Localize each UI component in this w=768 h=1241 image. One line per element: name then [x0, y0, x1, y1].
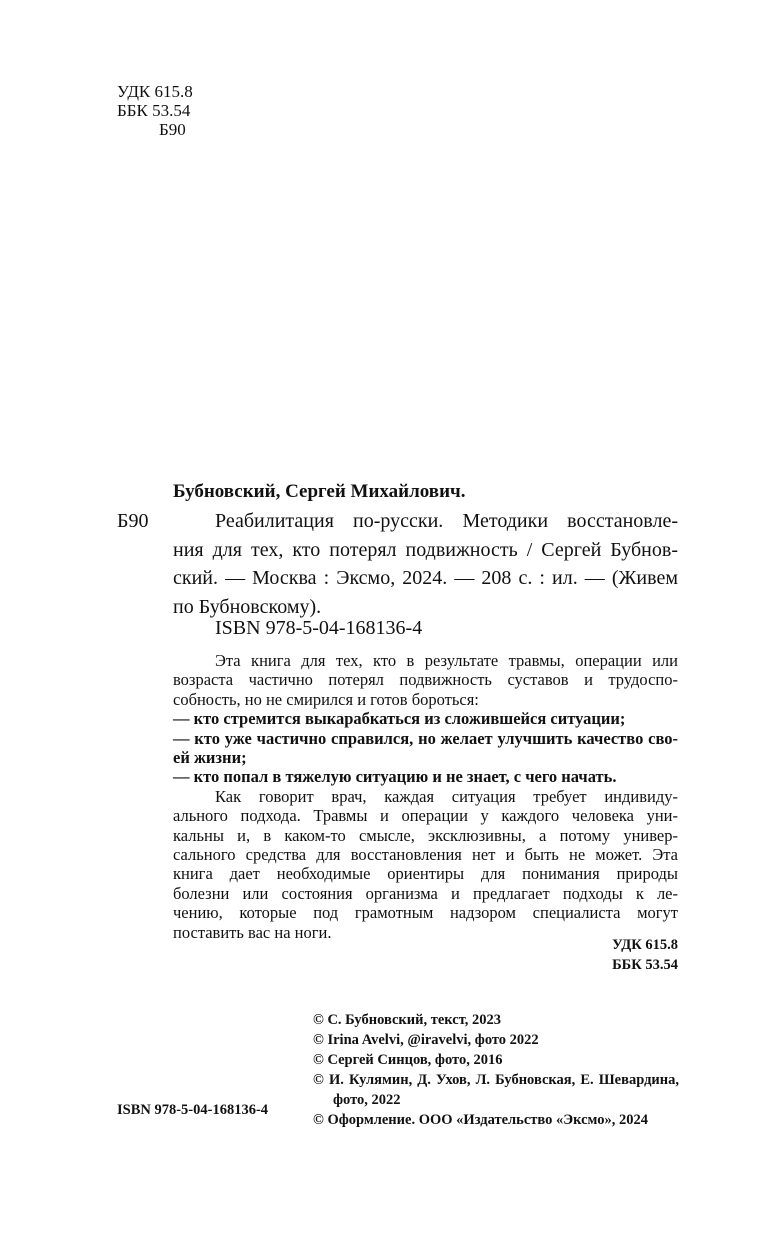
copyright-line: фото, 2022: [333, 1092, 401, 1108]
header-classification: [117, 82, 193, 139]
author-mark: Б90: [159, 120, 186, 139]
annotation-bullet: — кто попал в тяжелую ситуацию и не знает, с чего начать.: [173, 767, 617, 787]
copyright-line: © Сергей Синцов, фото, 2016: [313, 1052, 503, 1068]
annotation-line: Как говорит врач, каждая ситуация требует индивиду-: [215, 786, 678, 806]
bibliography-line: по Бубновскому).: [173, 595, 322, 618]
copyright-line: © И. Кулямин, Д. Ухов, Л. Бубновская, Е. Шевардина,: [313, 1072, 679, 1088]
annotation-line: сального средства для восстановления нет и быть не может. Эта: [173, 845, 678, 865]
udk-code-right: УДК 615.8: [612, 937, 678, 953]
bbk-code-right: ББК 53.54: [612, 957, 678, 973]
udk-code: УДК 615.8: [117, 82, 193, 101]
bibliography-line: Реабилитация по-русски. Методики восстановле-: [215, 510, 678, 532]
annotation-bullet: — кто уже частично справился, но желает улучшить качество сво-: [173, 728, 678, 748]
author-heading: Бубновский, Сергей Михайлович.: [173, 481, 466, 502]
bbk-code: ББК 53.54: [117, 101, 191, 120]
annotation-line: ального подхода. Травмы и операции у каждого человека уни-: [173, 806, 678, 826]
copyright-line: © Irina Avelvi, @iravelvi, фото 2022: [313, 1032, 539, 1048]
isbn-main: ISBN 978-5-04-168136-4: [215, 617, 423, 639]
annotation: [173, 651, 678, 942]
annotation-line: поставить вас на ноги.: [173, 922, 332, 942]
copyright-line: © С. Бубновский, текст, 2023: [313, 1012, 501, 1028]
annotation-bullet: ей жизни;: [173, 748, 247, 768]
annotation-bullet: — кто стремится выкарабкаться из сложившейся ситуации;: [173, 709, 626, 729]
copyright-block: [313, 1010, 679, 1130]
annotation-line: Эта книга для тех, кто в результате травмы, операции или: [215, 651, 678, 670]
bibliography-line: ский. — Москва : Эксмо, 2024. — 208 с. : ил. — (Живем: [173, 567, 678, 589]
annotation-line: кальны и, в каком-то смысле, эксклюзивны, а потому универ-: [173, 825, 678, 845]
bibliography-code: Б90: [117, 510, 149, 532]
annotation-line: болезни или состояния организма и предлагает подходы к ле-: [173, 883, 678, 903]
bibliography-line: ния для тех, кто потерял подвижность / Сергей Бубнов-: [173, 538, 678, 561]
annotation-line: собность, но не смирился и готов бороться:: [173, 689, 479, 709]
annotation-line: возраста частично потерял подвижность суставов и трудоспо-: [173, 670, 678, 690]
annotation-line: чению, которые под грамотным надзором специалиста могут: [173, 903, 678, 923]
isbn-bottom: ISBN 978-5-04-168136-4: [117, 1102, 269, 1118]
classification-codes: [560, 935, 678, 975]
copyright-line: © Оформление. ООО «Издательство «Эксмо», 2024: [313, 1112, 648, 1128]
annotation-line: книга дает необходимые ориентиры для понимания природы: [173, 864, 678, 884]
bibliography-description: [173, 507, 678, 621]
